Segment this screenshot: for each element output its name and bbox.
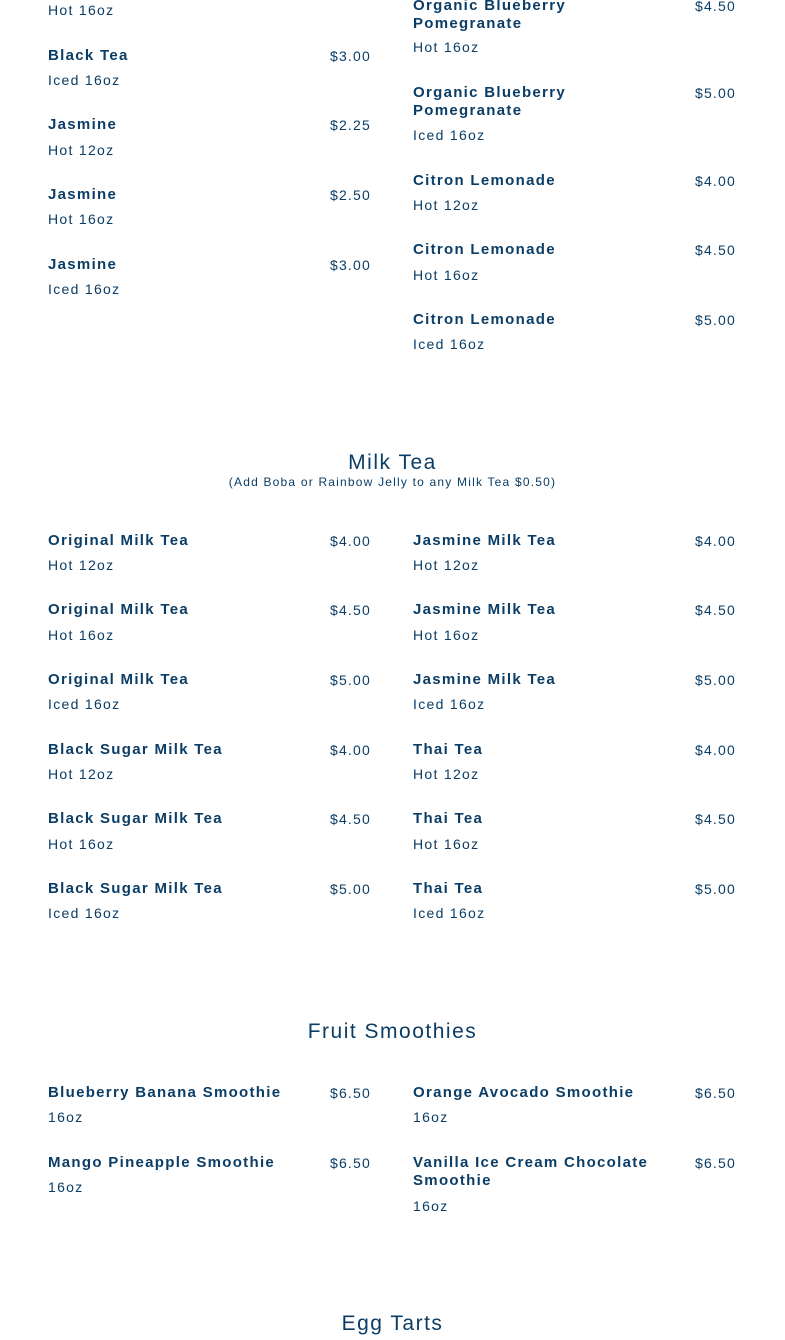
menu-item-size: Hot 12oz [48, 142, 115, 158]
menu-item-price: $5.00 [329, 881, 371, 897]
menu-item-size: 16oz [48, 1179, 84, 1195]
menu-item-price: $3.00 [329, 48, 371, 64]
menu-item-size: Hot 16oz [48, 627, 115, 643]
menu-item-price: $5.00 [694, 85, 736, 101]
menu-item-name: Organic Blueberry Pomegranate [413, 0, 566, 32]
menu-item-price: $4.00 [694, 173, 736, 189]
menu-item-size: Hot 12oz [48, 766, 115, 782]
menu-item-price: $5.00 [329, 672, 371, 688]
section-note-milk-tea: (Add Boba or Rainbow Jelly to any Milk Tea $0.50) [228, 475, 557, 489]
menu-item-size: Hot 16oz [413, 627, 480, 643]
menu-item-size: Hot 12oz [413, 197, 480, 213]
menu-item-name: Vanilla Ice Cream Chocolate Smoothie [413, 1154, 649, 1189]
menu-item-size: Iced 16oz [413, 336, 486, 352]
menu-item-size: Iced 16oz [48, 905, 121, 921]
menu-item-price: $4.50 [694, 602, 736, 618]
menu-item-name: Thai Tea [413, 741, 484, 758]
menu-item-size: Hot 16oz [48, 2, 115, 18]
menu-item-price: $5.00 [694, 881, 736, 897]
menu-item-name: Mango Pineapple Smoothie [48, 1154, 276, 1171]
section-title-fruit-smoothies: Fruit Smoothies [307, 1020, 478, 1043]
menu-item-name: Jasmine Milk Tea [413, 601, 557, 618]
menu-item-size: Hot 16oz [48, 836, 115, 852]
menu-item-size: Iced 16oz [413, 696, 486, 712]
menu-item-name: Black Sugar Milk Tea [48, 880, 223, 897]
menu-item-price: $2.25 [329, 117, 371, 133]
section-title-milk-tea: Milk Tea [348, 451, 437, 474]
menu-item-size: Hot 16oz [413, 39, 480, 55]
menu-item-name: Thai Tea [413, 810, 484, 827]
menu-item-name: Black Tea [48, 47, 129, 64]
menu-item-price: $6.50 [329, 1085, 371, 1101]
menu-item-price: $6.50 [694, 1085, 736, 1101]
menu-item-price: $4.00 [329, 742, 371, 758]
menu-item-name: Original Milk Tea [48, 601, 190, 618]
menu-item-name: Jasmine [48, 186, 118, 203]
menu-item-size: Hot 12oz [413, 557, 480, 573]
menu-item-size: Hot 12oz [413, 766, 480, 782]
menu-item-name: Citron Lemonade [413, 241, 556, 258]
menu-item-size: 16oz [48, 1109, 84, 1125]
menu-item-price: $6.50 [329, 1155, 371, 1171]
menu-item-size: 16oz [413, 1198, 449, 1214]
menu-item-price: $4.50 [329, 811, 371, 827]
menu-item-size: 16oz [413, 1109, 449, 1125]
menu-item-name: Thai Tea [413, 880, 484, 897]
menu-item-size: Hot 16oz [413, 267, 480, 283]
menu-item-price: $2.50 [329, 187, 371, 203]
menu-item-price: $4.50 [694, 242, 736, 258]
menu-item-price: $4.00 [329, 533, 371, 549]
menu-item-name: Orange Avocado Smoothie [413, 1084, 635, 1101]
menu-item-size: Iced 16oz [413, 127, 486, 143]
menu-item-price: $5.00 [694, 672, 736, 688]
menu-item-name: Organic Blueberry Pomegranate [413, 84, 566, 119]
menu-item-name: Blueberry Banana Smoothie [48, 1084, 282, 1101]
menu-item-name: Original Milk Tea [48, 671, 190, 688]
menu-item-size: Hot 12oz [48, 557, 115, 573]
menu-item-name: Citron Lemonade [413, 172, 556, 189]
menu-item-price: $4.00 [694, 533, 736, 549]
menu-item-price: $4.50 [329, 602, 371, 618]
menu-item-size: Iced 16oz [48, 696, 121, 712]
menu-item-size: Hot 16oz [48, 211, 115, 227]
menu-item-price: $5.00 [694, 312, 736, 328]
menu-item-price: $4.50 [694, 0, 736, 14]
menu-item-name: Jasmine Milk Tea [413, 671, 557, 688]
menu-item-name: Citron Lemonade [413, 311, 556, 328]
menu-item-size: Iced 16oz [413, 905, 486, 921]
menu-item-price: $6.50 [694, 1155, 736, 1171]
menu-item-price: $4.50 [694, 811, 736, 827]
menu-item-name: Jasmine Milk Tea [413, 532, 557, 549]
menu-item-name: Original Milk Tea [48, 532, 190, 549]
menu-item-name: Jasmine [48, 116, 118, 133]
menu-item-price: $4.00 [694, 742, 736, 758]
section-title-egg-tarts: Egg Tarts [341, 1312, 444, 1335]
menu-item-size: Hot 16oz [413, 836, 480, 852]
menu-item-size: Iced 16oz [48, 281, 121, 297]
menu-item-name: Jasmine [48, 256, 118, 273]
menu-item-size: Iced 16oz [48, 72, 121, 88]
menu-item-name: Black Sugar Milk Tea [48, 741, 223, 758]
menu-item-price: $3.00 [329, 257, 371, 273]
menu-item-name: Black Sugar Milk Tea [48, 810, 223, 827]
